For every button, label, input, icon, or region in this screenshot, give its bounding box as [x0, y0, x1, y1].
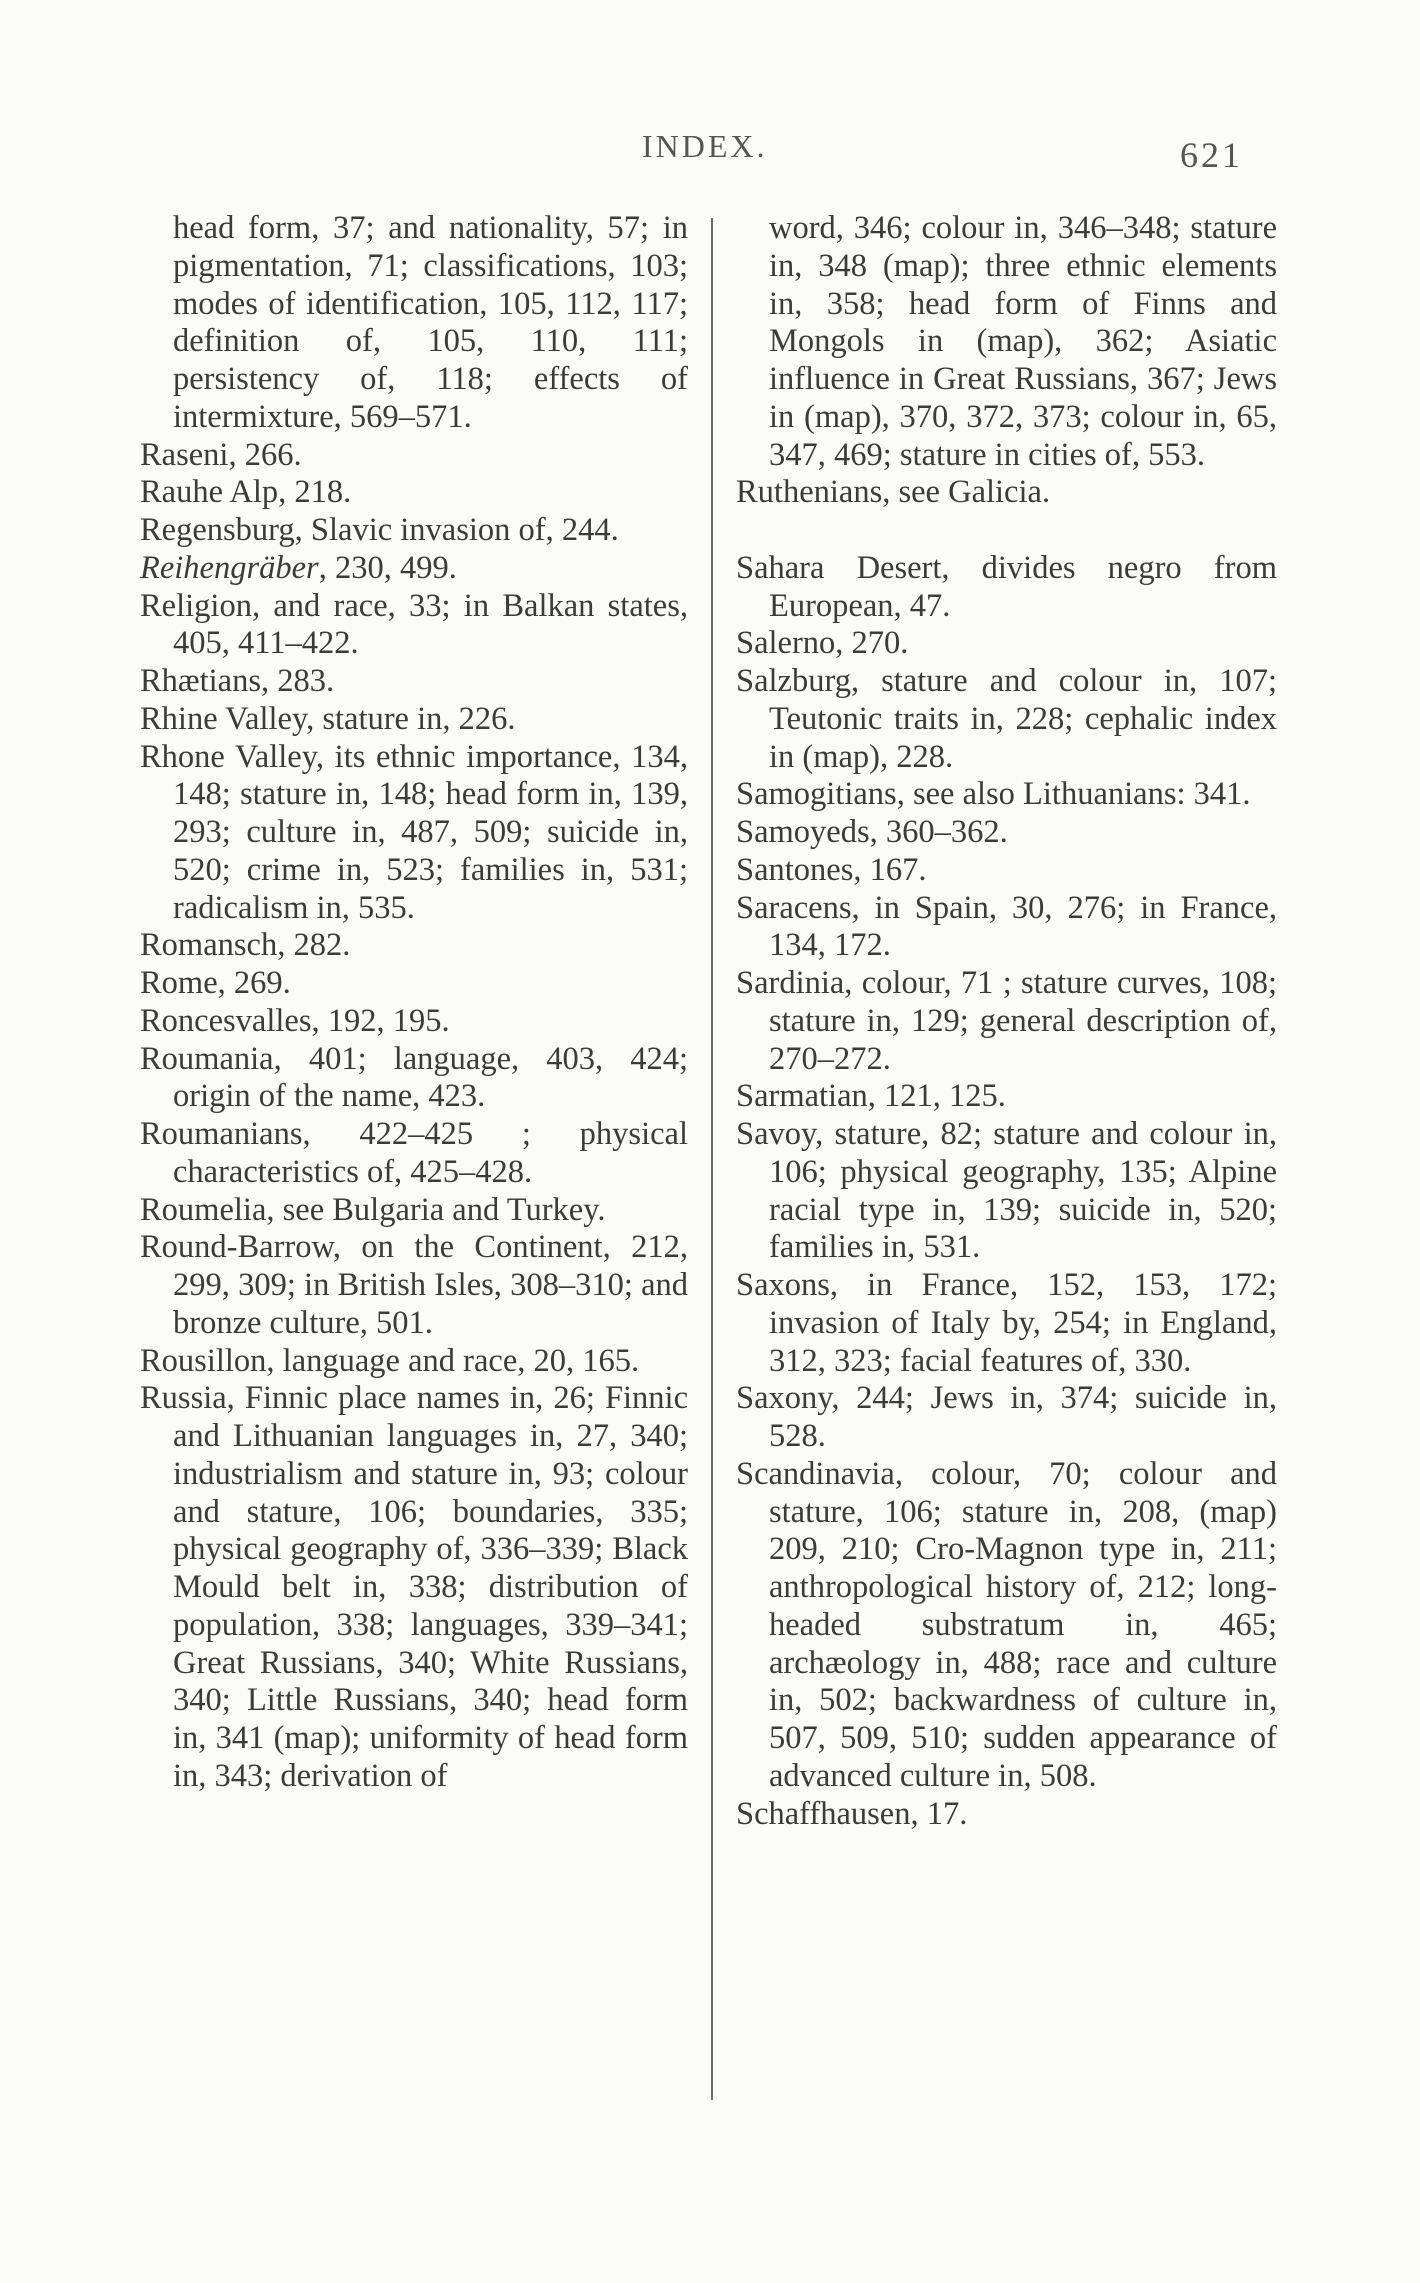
index-entry	[140, 1003, 688, 1041]
index-entry	[140, 437, 688, 475]
index-entry-text: Samogitians, see also Lithuanians: 341.	[736, 776, 1251, 813]
index-entry	[736, 814, 1277, 852]
index-entry	[736, 890, 1277, 966]
index-entry-text: , 230, 499.	[318, 549, 457, 586]
index-entry-text: Rousillon, language and race, 20, 165.	[140, 1342, 640, 1379]
index-entry	[736, 625, 1277, 663]
index-entry	[140, 965, 688, 1003]
index-entry-text: Saxony, 244; Jews in, 374; suicide in, 528.	[736, 1380, 1277, 1454]
index-entry	[736, 1456, 1277, 1796]
index-entry-text: Rauhe Alp, 218.	[140, 474, 352, 511]
index-entry-text: Russia, Finnic place names in, 26; Finnic and Lithuanian languages in, 27, 340; industrialism and stature in, 93; colour and stature, 106; boundaries, 335; physical geography of, 336–339; Black Mould belt in, 338; distribution of population, 338; languages, 339–341; Great Russians, 340; White Russians, 340; Little Russians, 340; head form in, 341 (map); uniformity of head form in, 343; derivation of	[140, 1380, 688, 1794]
index-entry	[140, 927, 688, 965]
index-entry-text: Roumania, 401; language, 403, 424; origin of the name, 423.	[140, 1040, 688, 1115]
index-entry-text: Rhine Valley, stature in, 226.	[140, 700, 516, 737]
index-entry	[736, 550, 1277, 626]
index-entry-text: Romansch, 282.	[140, 927, 351, 964]
index-entry-text: Roumanians, 422–425 ; physical characteristics of, 425–428.	[140, 1116, 688, 1190]
index-entry-continued	[140, 210, 688, 437]
page-header	[0, 128, 1420, 178]
index-entry	[736, 965, 1277, 1078]
index-entry	[736, 1078, 1277, 1116]
index-entry-text: Sardinia, colour, 71 ; stature curves, 108; stature in, 129; general description of, 270–272.	[736, 965, 1277, 1077]
index-entry-text: Rhætians, 283.	[140, 663, 335, 699]
index-entry	[140, 1192, 688, 1230]
index-entry	[140, 1041, 688, 1117]
index-entry-text: word, 346; colour in, 346–348; stature in, 348 (map); three ethnic elements in, 358; head form of Finns and Mongols in (map), 362; Asiatic influence in Great Russians, 367; Jews in (map), 370, 372, 373; colour in, 65, 347, 469; stature in cities of, 553.	[769, 210, 1277, 473]
index-entry	[736, 776, 1277, 814]
index-entry-text: Roncesvalles, 192, 195.	[140, 1002, 450, 1039]
index-entry-continued	[736, 210, 1277, 474]
index-entry	[140, 512, 688, 550]
index-entry-text: Sahara Desert, divides negro from European, 47.	[736, 549, 1277, 624]
index-entry-text: Schaffhausen, 17.	[736, 1795, 968, 1832]
index-entry	[736, 1267, 1277, 1380]
running-title: INDEX.	[642, 128, 768, 164]
index-entry	[140, 1380, 688, 1795]
index-entry-text: Roumelia, see Bulgaria and Turkey.	[140, 1191, 606, 1228]
index-entry-text: Scandinavia, colour, 70; colour and stature, 106; stature in, 208, (map) 209, 210; Cro-Magnon type in, 211; anthropological history of, 212; long-headed substratum in, 465; archæology in, 488; race and culture in, 502; backwardness of culture in, 507, 509, 510; sudden appearance of advanced culture in, 508.	[736, 1455, 1277, 1794]
index-entry-text: Round-Barrow, on the Continent, 212, 299, 309; in British Isles, 308–310; and bronze culture, 501.	[140, 1229, 688, 1341]
index-entry-text: Saracens, in Spain, 30, 276; in France, 134, 172.	[736, 889, 1277, 964]
index-entry-text: Salerno, 270.	[736, 625, 909, 662]
index-entry	[736, 474, 1277, 512]
index-column-right	[736, 210, 1277, 1833]
index-entry-text: Ruthenians, see Galicia.	[736, 474, 1051, 511]
index-entry	[140, 663, 688, 701]
index-entry-text: Regensburg, Slavic invasion of, 244.	[140, 512, 619, 548]
index-entry-text: Savoy, stature, 82; stature and colour in, 106; physical geography, 135; Alpine racial type in, 139; suicide in, 520; families in, 531.	[736, 1116, 1277, 1266]
index-entry	[736, 1796, 1277, 1834]
index-entry-text: Samoyeds, 360–362.	[736, 814, 1008, 850]
index-entry-text: Raseni, 266.	[140, 436, 302, 473]
column-divider	[711, 218, 713, 2100]
index-entry	[736, 1116, 1277, 1267]
index-entry	[736, 852, 1277, 890]
index-entry	[140, 474, 688, 512]
index-entry	[140, 739, 688, 928]
index-entry	[140, 701, 688, 739]
index-entry-text: Saxons, in France, 152, 153, 172; invasion of Italy by, 254; in England, 312, 323; facial features of, 330.	[736, 1267, 1277, 1379]
index-entry	[140, 1229, 688, 1342]
index-entry-text: Rome, 269.	[140, 965, 291, 1001]
page-number: 621	[1180, 135, 1243, 175]
letter-section-gap	[736, 512, 1277, 550]
index-entry	[140, 1343, 688, 1381]
index-entry	[140, 588, 688, 664]
index-column-left	[140, 210, 688, 1796]
index-entry-text: Sarmatian, 121, 125.	[736, 1078, 1006, 1115]
index-entry-text: Religion, and race, 33; in Balkan states, 405, 411–422.	[140, 587, 688, 662]
index-entry	[736, 663, 1277, 776]
index-term-italic: Reihengräber	[140, 549, 319, 586]
index-entry-text: Santones, 167.	[736, 851, 927, 888]
index-entry	[140, 550, 688, 588]
index-entry	[736, 1380, 1277, 1456]
index-entry-text: Salzburg, stature and colour in, 107; Teutonic traits in, 228; cephalic index in (map), 228.	[736, 663, 1277, 775]
index-entry	[140, 1116, 688, 1192]
index-entry-text: Rhone Valley, its ethnic importance, 134, 148; stature in, 148; head form in, 139, 293; culture in, 487, 509; suicide in, 520; crime in, 523; families in, 531; radicalism in, 535.	[140, 738, 688, 926]
index-entry-text: head form, 37; and nationality, 57; in pigmentation, 71; classifications, 103; modes of identification, 105, 112, 117; definition of, 105, 110, 111; persistency of, 118; effects of intermixture, 569–571.	[173, 210, 688, 435]
